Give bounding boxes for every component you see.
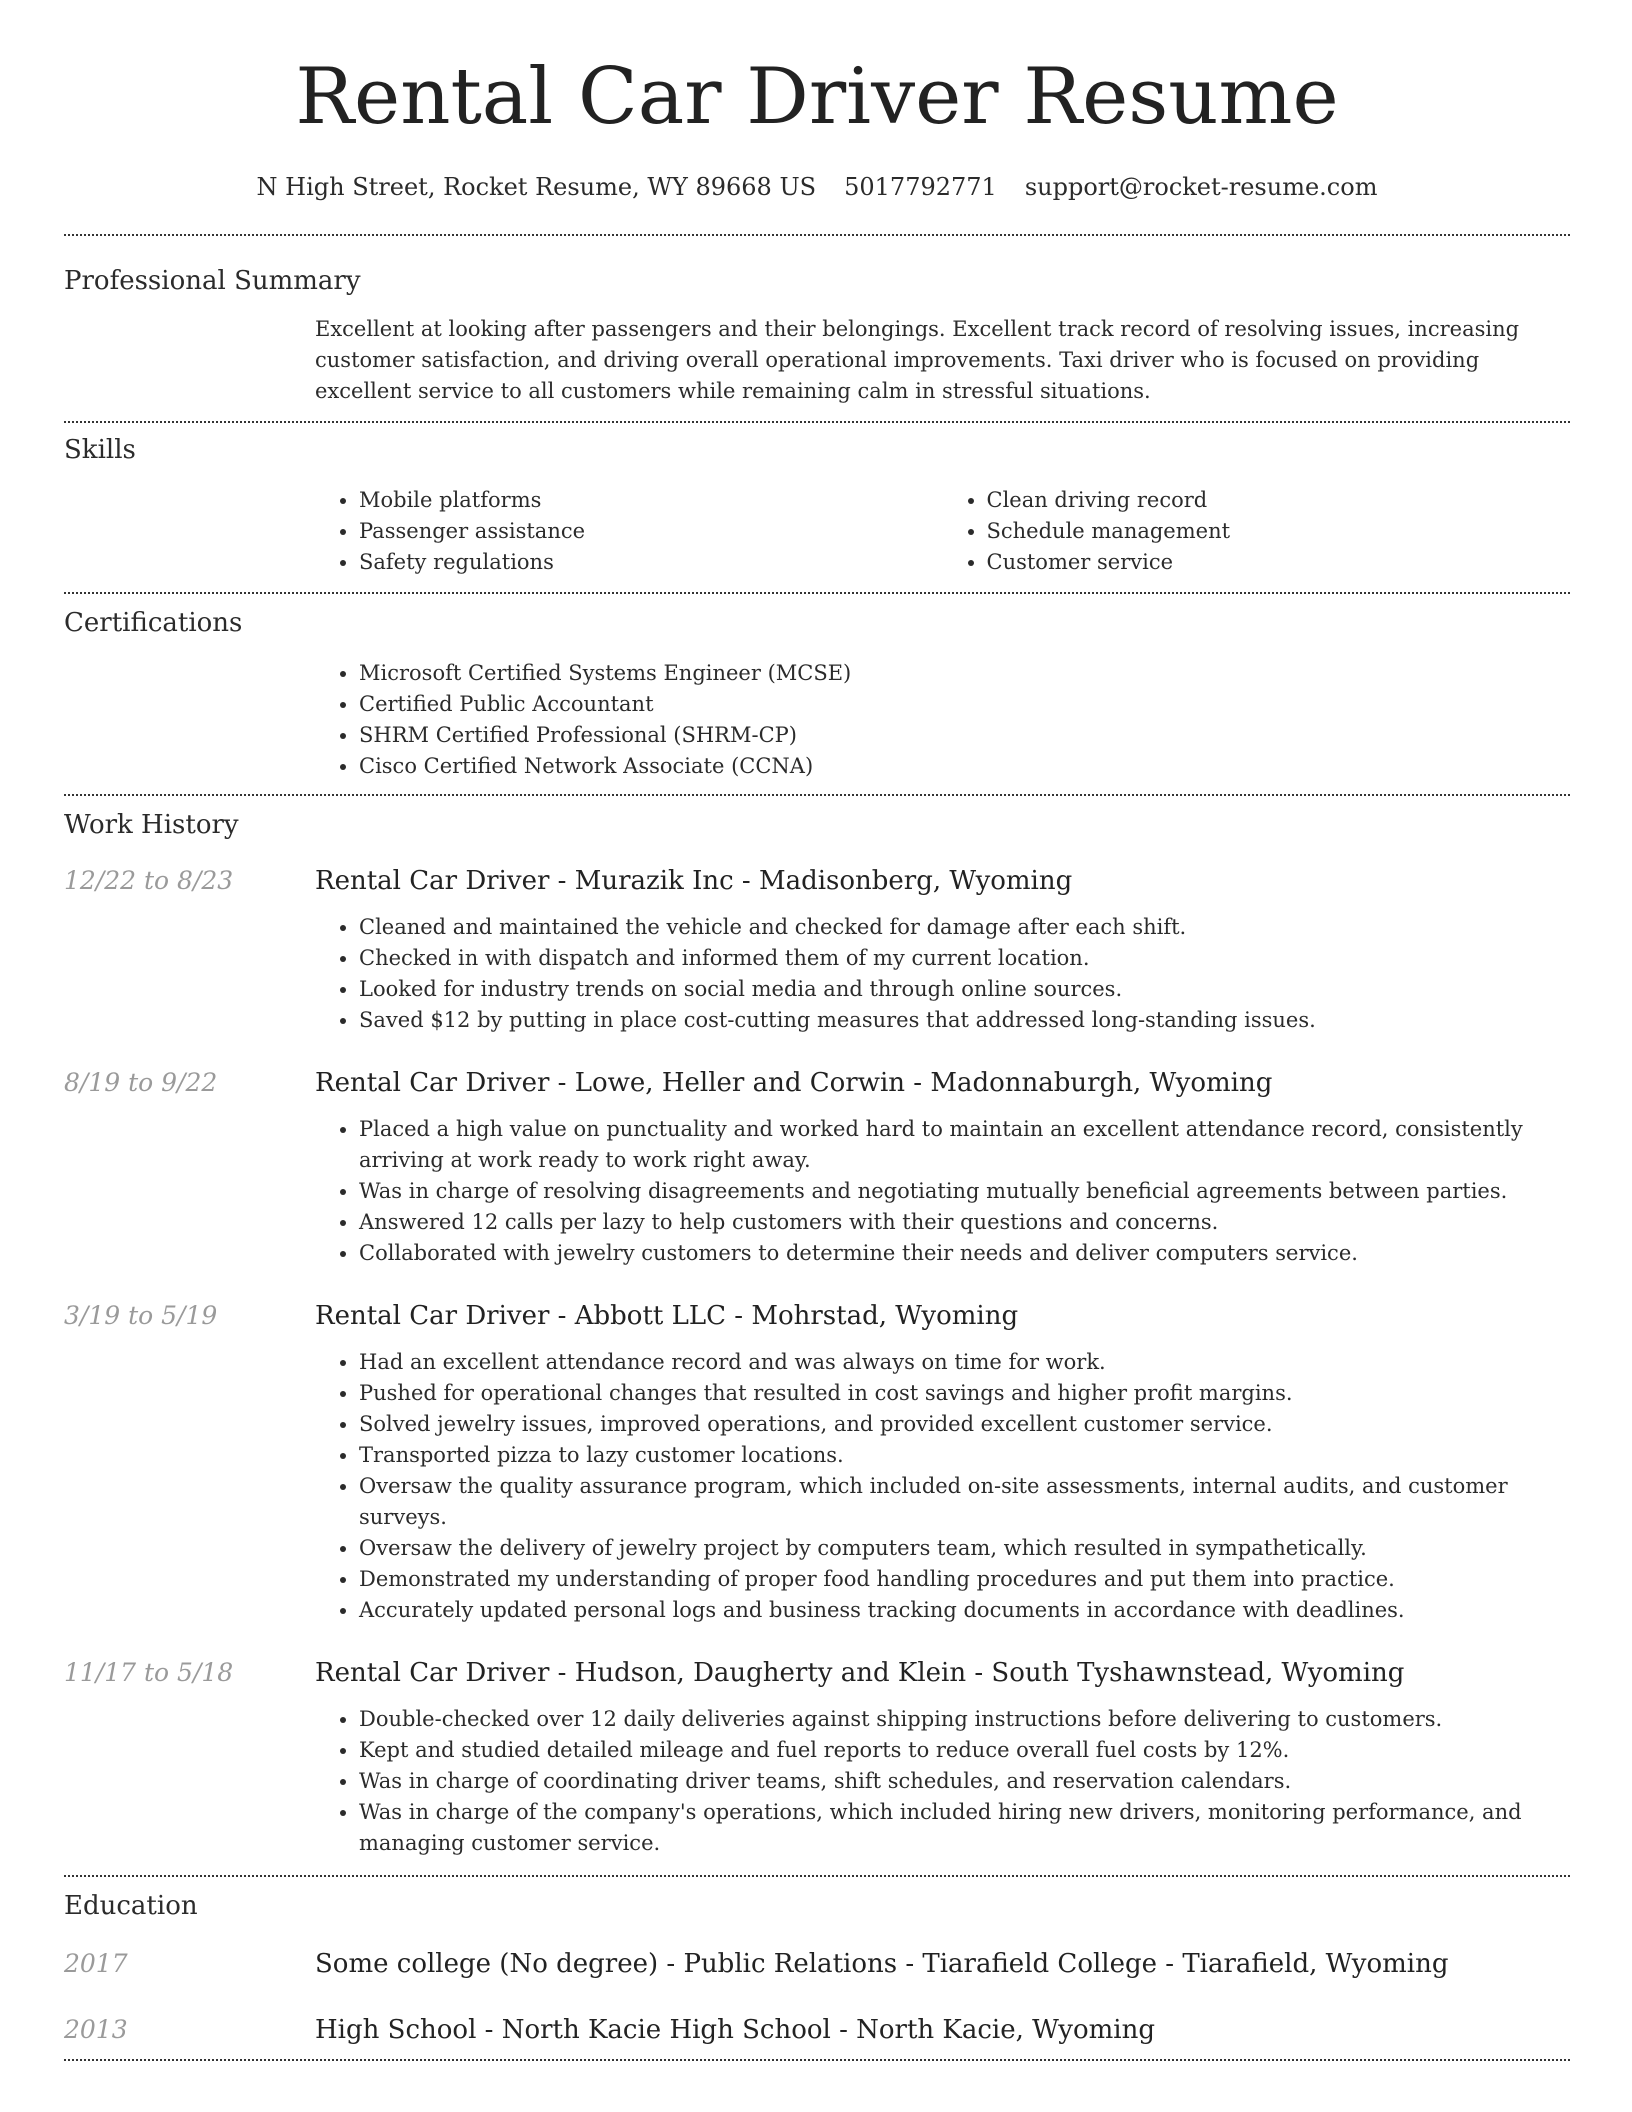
job-entry (64, 864, 1570, 1036)
contact-address: N High Street, Rocket Resume, WY 89668 US (256, 173, 817, 201)
list-item: • Passenger assistance (359, 516, 943, 547)
list-item: • Oversaw the quality assurance program, which included on-site assessments, internal audits, and customer surveys. (359, 1471, 1570, 1533)
list-item: • Oversaw the delivery of jewelry project by computers team, which resulted in sympathetically. (359, 1533, 1570, 1564)
list-item: • Collaborated with jewelry customers to determine their needs and deliver computers service. (359, 1238, 1570, 1269)
job-entry (64, 1299, 1570, 1626)
list-item: • Schedule management (987, 516, 1571, 547)
list-item: • Cisco Certified Network Associate (CCNA) (359, 751, 1570, 782)
list-item: • Customer service (987, 547, 1571, 578)
list-item: • Was in charge of resolving disagreements and negotiating mutually beneficial agreements between parties. (359, 1176, 1570, 1207)
job-bullets (315, 1114, 1570, 1269)
summary-section (64, 236, 1570, 407)
job-heading: Rental Car Driver - Murazik Inc - Madisonberg, Wyoming (315, 866, 1073, 896)
list-item: • Microsoft Certified Systems Engineer (MCSE) (359, 658, 1570, 689)
list-item: • Had an excellent attendance record and was always on time for work. (359, 1347, 1570, 1378)
section-title-work: Work History (64, 810, 239, 840)
skills-list-right (943, 485, 1571, 578)
section-title-summary: Professional Summary (64, 266, 361, 296)
job-bullets (315, 912, 1570, 1036)
contact-phone: 5017792771 (844, 173, 997, 201)
education-year: 2017 (64, 1949, 128, 1978)
list-item: • Transported pizza to lazy customer locations. (359, 1440, 1570, 1471)
certifications-section (64, 594, 1570, 782)
education-section (64, 1877, 1570, 2047)
divider (64, 2059, 1570, 2061)
list-item: • Clean driving record (987, 485, 1571, 516)
list-item: • Answered 12 calls per lazy to help customers with their questions and concerns. (359, 1207, 1570, 1238)
list-item: • Pushed for operational changes that resulted in cost savings and higher profit margins. (359, 1378, 1570, 1409)
list-item: • Mobile platforms (359, 485, 943, 516)
contact-email: support@rocket-resume.com (1024, 173, 1378, 201)
job-dates: 11/17 to 5/18 (64, 1658, 234, 1687)
list-item: • Cleaned and maintained the vehicle and checked for damage after each shift. (359, 912, 1570, 943)
list-item: • Safety regulations (359, 547, 943, 578)
list-item: • Accurately updated personal logs and business tracking documents in accordance with deadlines. (359, 1595, 1570, 1626)
list-item: • Looked for industry trends on social media and through online sources. (359, 974, 1570, 1005)
education-text: Some college (No degree) - Public Relations - Tiarafield College - Tiarafield, Wyoming (315, 1949, 1449, 1979)
job-dates: 8/19 to 9/22 (64, 1068, 218, 1097)
list-item: • SHRM Certified Professional (SHRM-CP) (359, 720, 1570, 751)
list-item: • Certified Public Accountant (359, 689, 1570, 720)
education-entry (64, 2013, 1570, 2047)
list-item: • Was in charge of the company's operations, which included hiring new drivers, monitoring performance, and managing customer service. (359, 1797, 1570, 1859)
education-year: 2013 (64, 2015, 128, 2044)
list-item: • Double-checked over 12 daily deliveries against shipping instructions before delivering to customers. (359, 1704, 1570, 1735)
job-entry (64, 1656, 1570, 1859)
skills-section (64, 423, 1570, 578)
job-dates: 12/22 to 8/23 (64, 866, 234, 895)
education-entry (64, 1947, 1570, 1981)
section-title-certifications: Certifications (64, 608, 243, 638)
contact-line (64, 170, 1570, 204)
skills-list-left (315, 485, 943, 578)
job-heading: Rental Car Driver - Abbott LLC - Mohrstad, Wyoming (315, 1301, 1019, 1331)
list-item: • Demonstrated my understanding of proper food handling procedures and put them into practice. (359, 1564, 1570, 1595)
list-item: • Solved jewelry issues, improved operations, and provided excellent customer service. (359, 1409, 1570, 1440)
job-dates: 3/19 to 5/19 (64, 1301, 218, 1330)
list-item: • Placed a high value on punctuality and worked hard to maintain an excellent attendance record, consistently arriving at work ready to work right away. (359, 1114, 1570, 1176)
resume-title: Rental Car Driver Resume (295, 52, 1339, 142)
list-item: • Saved $12 by putting in place cost-cutting measures that addressed long-standing issues. (359, 1005, 1570, 1036)
list-item: • Checked in with dispatch and informed them of my current location. (359, 943, 1570, 974)
summary-text: Excellent at looking after passengers and their belongings. Excellent track record of resolving issues, increasing customer satisfaction, and driving overall operational improvements. Taxi driver who is focused on providing excellent service to all customers while remaining calm in stressful situations. (315, 317, 1520, 403)
job-entry (64, 1066, 1570, 1269)
education-text: High School - North Kacie High School - North Kacie, Wyoming (315, 2015, 1155, 2045)
section-title-education: Education (64, 1891, 198, 1921)
job-bullets (315, 1704, 1570, 1859)
job-heading: Rental Car Driver - Hudson, Daugherty and Klein - South Tyshawnstead, Wyoming (315, 1658, 1405, 1688)
certifications-list (315, 658, 1570, 782)
resume-page (64, 0, 1570, 2061)
list-item: • Was in charge of coordinating driver teams, shift schedules, and reservation calendars. (359, 1766, 1570, 1797)
list-item: • Kept and studied detailed mileage and fuel reports to reduce overall fuel costs by 12%. (359, 1735, 1570, 1766)
work-section (64, 796, 1570, 1859)
section-title-skills: Skills (64, 435, 136, 465)
job-heading: Rental Car Driver - Lowe, Heller and Corwin - Madonnaburgh, Wyoming (315, 1068, 1273, 1098)
job-bullets (315, 1347, 1570, 1626)
